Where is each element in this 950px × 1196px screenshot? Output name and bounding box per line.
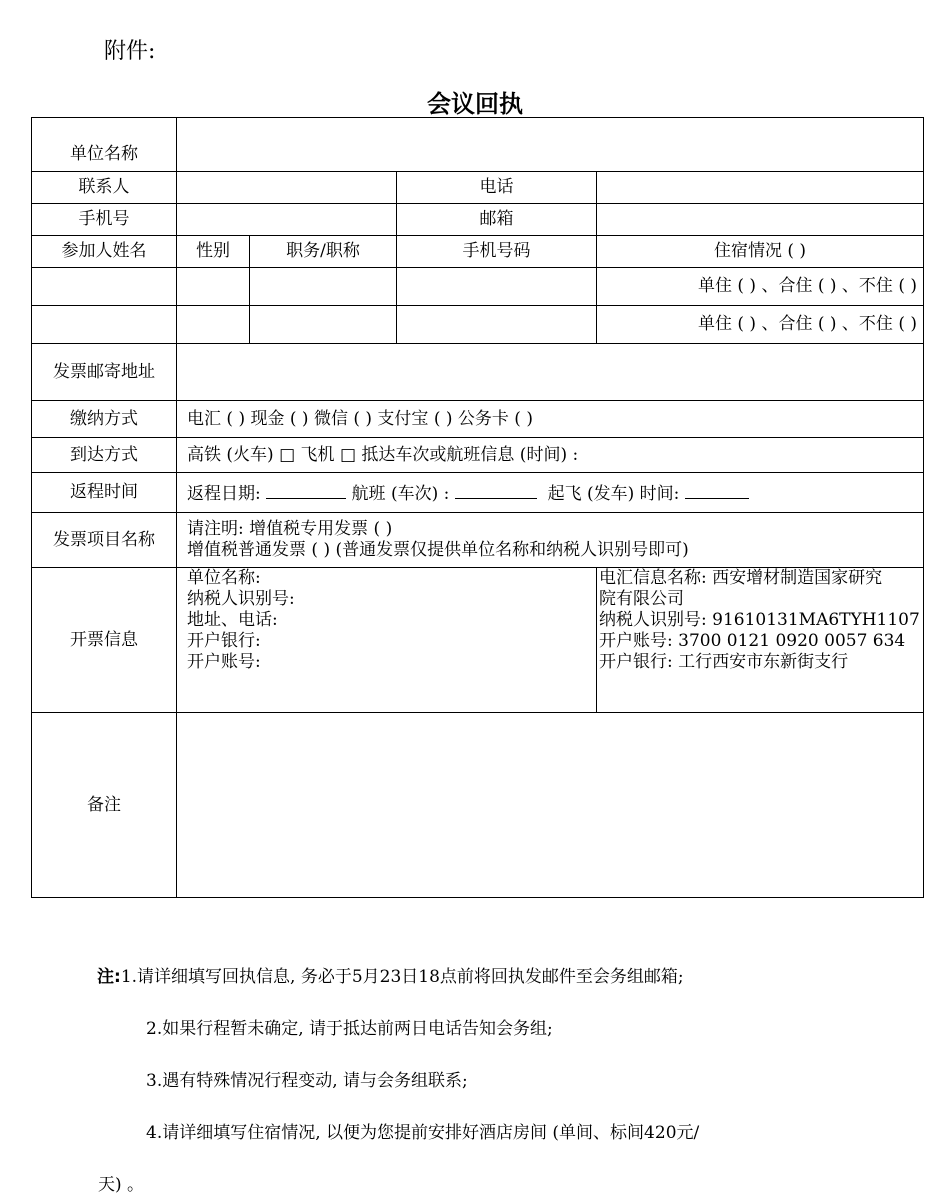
page-title: 会议回执 — [427, 90, 523, 118]
row-invoice-item — [32, 513, 924, 568]
row-return — [32, 473, 924, 513]
participant-gender-cell[interactable] — [177, 306, 250, 344]
note-line-1 — [97, 962, 684, 987]
participant-name-cell[interactable] — [32, 306, 177, 344]
mobile-label: 手机号 — [32, 204, 177, 236]
return-depart-label: 起飞 (发车) 时间: — [547, 483, 680, 504]
row-billing — [32, 568, 924, 713]
participant-title-cell[interactable] — [250, 306, 397, 344]
billing-left-line: 开户银行: — [187, 631, 261, 651]
billing-right-line: 开户银行: 工行西安市东新街支行 — [599, 652, 849, 672]
note-line-3: 3.遇有特殊情况行程变动, 请与会务组联系; — [146, 1071, 468, 1091]
billing-left — [177, 568, 597, 713]
return-details — [177, 473, 924, 513]
billing-left-line: 地址、电话: — [187, 610, 278, 630]
remarks-label: 备注 — [32, 713, 177, 898]
note-line-2: 2.如果行程暂未确定, 请于抵达前两日电话告知会务组; — [146, 1019, 553, 1039]
phone-field[interactable] — [597, 172, 924, 204]
contact-field[interactable] — [177, 172, 397, 204]
billing-right — [597, 568, 924, 713]
note-line-5: 天) 。 — [98, 1175, 145, 1195]
participant-gender-cell[interactable] — [177, 268, 250, 306]
row-invoice-address — [32, 344, 924, 401]
row-contact — [32, 172, 924, 204]
row-arrival — [32, 438, 924, 473]
billing-left-line: 纳税人识别号: — [187, 589, 295, 609]
billing-right-line: 纳税人识别号: 91610131MA6TYH1107 — [599, 610, 920, 630]
participant-row — [32, 268, 924, 306]
row-remarks — [32, 713, 924, 898]
invoice-address-label: 发票邮寄地址 — [32, 344, 177, 401]
invoice-item-line-2: 增值税普通发票 ( ) (普通发票仅提供单位名称和纳税人识别号即可) — [187, 540, 689, 560]
invoice-address-field[interactable] — [177, 344, 924, 401]
payment-label: 缴纳方式 — [32, 401, 177, 438]
invoice-item-line-1: 请注明: 增值税专用发票 ( ) — [187, 519, 393, 539]
email-label: 邮箱 — [397, 204, 597, 236]
billing-left-line: 单位名称: — [187, 568, 261, 588]
billing-left-line: 开户账号: — [187, 652, 261, 672]
title-header: 职务/职称 — [250, 236, 397, 268]
remarks-field[interactable] — [177, 713, 924, 898]
attachment-label: 附件: — [104, 39, 156, 64]
participant-mobile-cell[interactable] — [397, 268, 597, 306]
lodging-option-cell[interactable]: 单住 ( ) 、合住 ( ) 、不住 ( ) — [597, 268, 924, 306]
arrival-options[interactable]: 高铁 (火车) □ 飞机 □ 抵达车次或航班信息 (时间) : — [177, 438, 924, 473]
phone-label: 电话 — [397, 172, 597, 204]
org-name-label: 单位名称 — [32, 118, 177, 172]
lodging-header: 住宿情况 ( ) — [597, 236, 924, 268]
note-line-4: 4.请详细填写住宿情况, 以便为您提前安排好酒店房间 (单间、标间420元/ — [146, 1123, 700, 1143]
contact-label: 联系人 — [32, 172, 177, 204]
arrival-label: 到达方式 — [32, 438, 177, 473]
org-name-field[interactable] — [177, 118, 924, 172]
billing-right-line: 电汇信息名称: 西安增材制造国家研究 — [599, 568, 883, 588]
row-org-name — [32, 118, 924, 172]
participant-title-cell[interactable] — [250, 268, 397, 306]
participant-row — [32, 306, 924, 344]
note-text-1: 1.请详细填写回执信息, 务必于5月23日18点前将回执发邮件至会务组邮箱; — [120, 967, 684, 987]
invoice-item-label: 发票项目名称 — [32, 513, 177, 568]
invoice-item-content — [177, 513, 924, 568]
return-date-blank[interactable] — [266, 481, 346, 499]
return-depart-blank[interactable] — [685, 481, 749, 499]
lodging-option-cell[interactable]: 单住 ( ) 、合住 ( ) 、不住 ( ) — [597, 306, 924, 344]
receipt-form-table — [31, 117, 924, 898]
billing-label: 开票信息 — [32, 568, 177, 713]
billing-right-line: 院有限公司 — [599, 589, 684, 609]
participant-mobile-cell[interactable] — [397, 306, 597, 344]
return-date-label: 返程日期: — [187, 483, 261, 504]
row-participants-header — [32, 236, 924, 268]
payment-options[interactable]: 电汇 ( ) 现金 ( ) 微信 ( ) 支付宝 ( ) 公务卡 ( ) — [177, 401, 924, 438]
return-label: 返程时间 — [32, 473, 177, 513]
email-field[interactable] — [597, 204, 924, 236]
participant-name-cell[interactable] — [32, 268, 177, 306]
gender-header: 性别 — [177, 236, 250, 268]
return-flight-blank[interactable] — [455, 481, 537, 499]
return-flight-label: 航班 (车次) : — [351, 483, 450, 504]
mobile-field[interactable] — [177, 204, 397, 236]
billing-right-line: 开户账号: 3700 0121 0920 0057 634 — [599, 631, 906, 651]
notes-prefix: 注: — [97, 967, 121, 987]
row-payment — [32, 401, 924, 438]
mobile-number-header: 手机号码 — [397, 236, 597, 268]
row-mobile — [32, 204, 924, 236]
participant-name-header: 参加人姓名 — [32, 236, 177, 268]
